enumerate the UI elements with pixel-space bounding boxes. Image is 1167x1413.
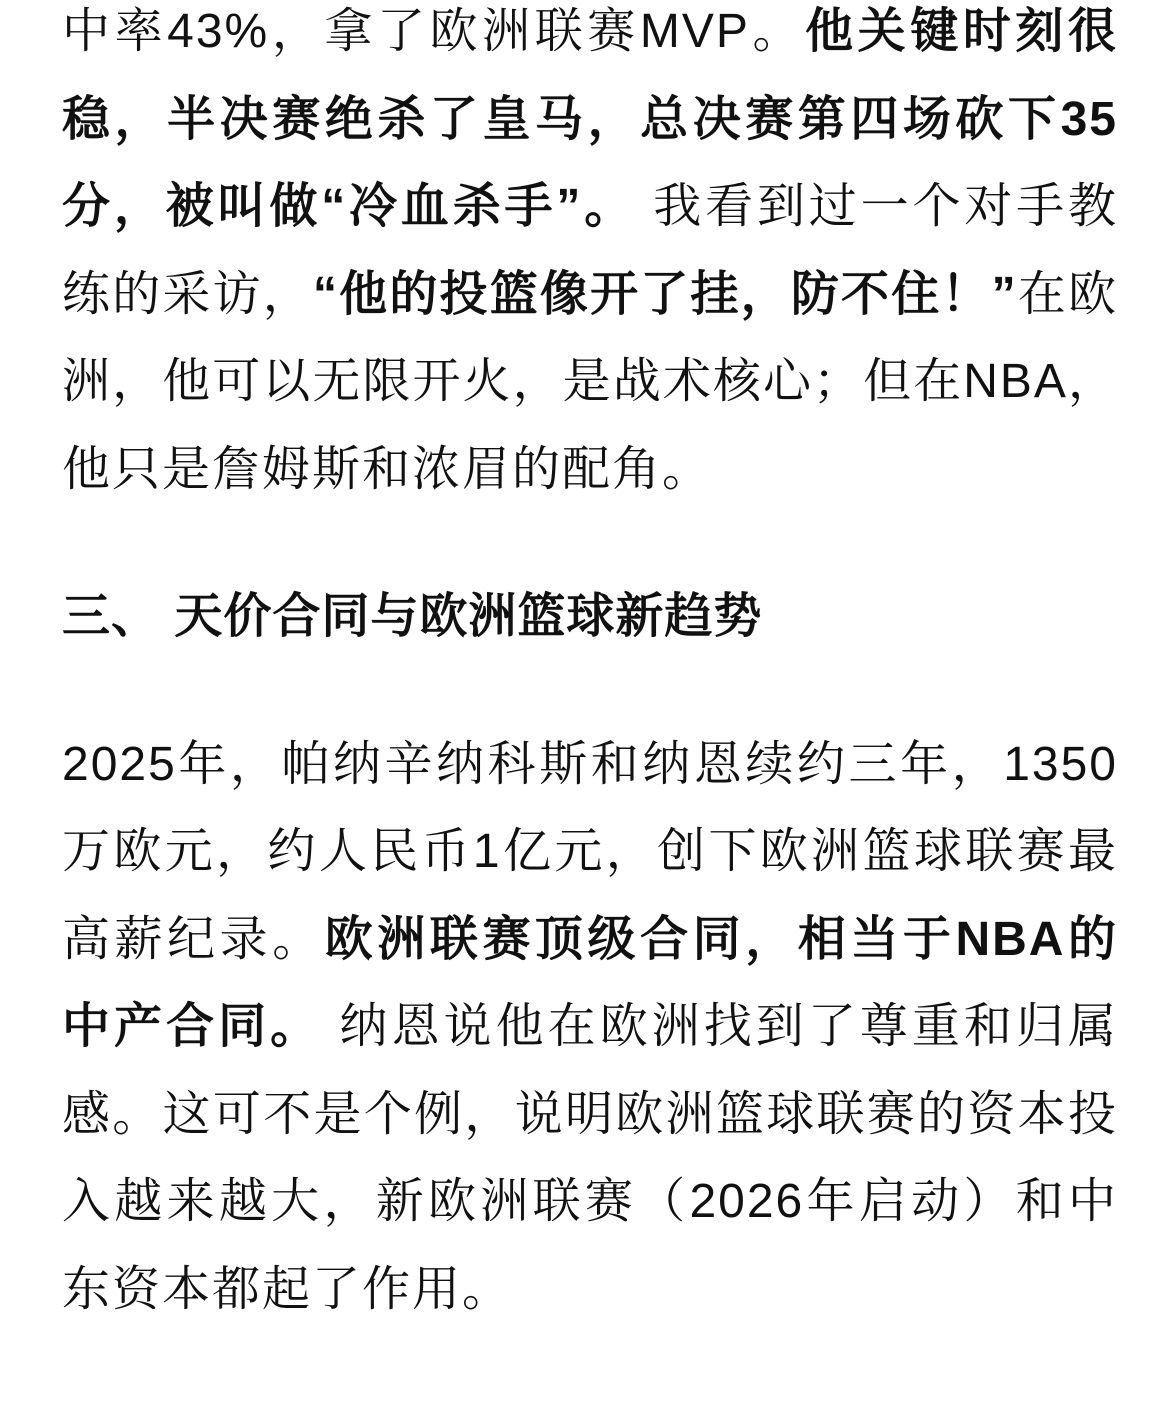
- section-heading: 三、 天价合同与欧洲篮球新趋势: [62, 590, 763, 643]
- text-segment: 我看到过一个对手教练的采访，: [62, 180, 1118, 321]
- bold-text-segment: 欧洲联赛顶级合同，相当于NBA的中产合同。: [62, 912, 1118, 1053]
- article-body: [62, 0, 1118, 1333]
- paragraph-contract: [62, 721, 1118, 1334]
- text-segment: 纳恩说他在欧洲找到了尊重和归属感。这可不是个例，说明欧洲篮球联赛的资本投入越来越大，新欧洲联赛（2026年启动）和中东资本都起了作用。: [62, 1000, 1118, 1316]
- text-segment: 2025年，帕纳辛纳科斯和纳恩续约三年，1350万欧元，约人民币1亿元，创下欧洲篮球联赛最高薪纪录。: [62, 737, 1118, 966]
- bold-text-segment: 他关键时刻很稳，半决赛绝杀了皇马，总决赛第四场砍下35分，被叫做“冷血杀手”。: [62, 5, 1118, 233]
- text-segment: 中率43%，拿了欧洲联赛MVP。: [62, 5, 806, 58]
- bold-quote: “他的投篮像开了挂，防不住！”: [312, 267, 1018, 321]
- paragraph-performance: [62, 0, 1118, 513]
- text-segment: 在欧洲，他可以无限开火，是战术核心；但在NBA，他只是詹姆斯和浓眉的配角。: [62, 267, 1118, 496]
